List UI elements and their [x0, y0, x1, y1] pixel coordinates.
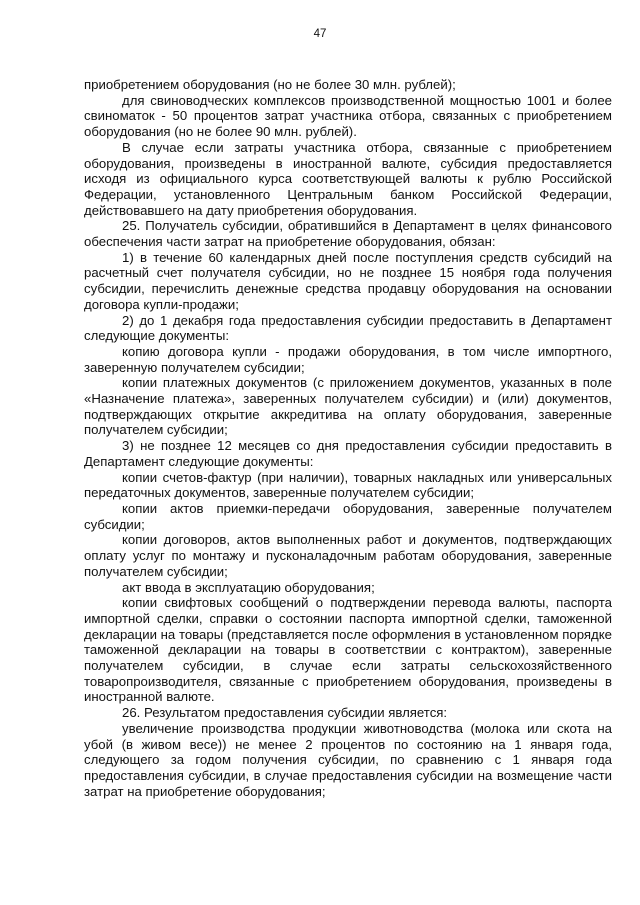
paragraph: копию договора купли - продажи оборудования, в том числе импортного, заверенную получателем субсидии;: [84, 343, 612, 375]
paragraph: 26. Результатом предоставления субсидии является:: [122, 705, 448, 721]
paragraph: 3) не позднее 12 месяцев со дня предоставления субсидии предоставить в Департамент следующие документы:: [84, 438, 612, 469]
paragraph: увеличение производства продукции животноводства (молока или скота на убой (в живом весе)) не менее 2 процентов по состоянию на 1 января года, следующего за годом получения субсидии, по сравнению с 1 января года предоставления субсидии, в случае предоставления субсидии на возмещение части затрат на приобретение оборудования;: [84, 720, 612, 799]
paragraph: В случае если затраты участника отбора, связанные с приобретением оборудования, произведены в иностранной валюте, субсидия предоставляется исходя из официального курса соответствующей валюты к рублю Российской Федерации, установленного Центральным банком Российской Федерации, действовавшего на дату приобретения оборудования.: [84, 139, 612, 218]
paragraph: копии счетов-фактур (при наличии), товарных накладных или универсальных передаточных документов, заверенные получателем субсидии;: [84, 469, 612, 501]
paragraph: копии договоров, актов выполненных работ и документов, подтверждающих оплату услуг по монтажу и пусконаладочным работам оборудования, заверенные получателем субсидии;: [84, 532, 612, 579]
paragraph: 2) до 1 декабря года предоставления субсидии предоставить в Департамент следующие документы:: [84, 312, 612, 344]
document-body: [84, 77, 612, 799]
paragraph: 25. Получатель субсидии, обратившийся в Департамент в целях финансового обеспечения части затрат на приобретение оборудования, обязан:: [84, 218, 612, 250]
paragraph: 1) в течение 60 календарных дней после поступления средств субсидий на расчетный счет получателя субсидии, но не позднее 15 ноября года получения субсидии, перечислить денежные средства продавцу оборудования на основании договора купли-продажи;: [84, 249, 612, 312]
paragraph: копии платежных документов (с приложением документов, указанных в поле «Назначение платежа», заверенных получателем субсидии) и (или) документов, подтверждающих открытие аккредитива на оплату оборудования, заверенные получателем субсидии;: [84, 375, 612, 438]
page-number: 47: [313, 28, 327, 40]
paragraph: для свиноводческих комплексов производственной мощностью 1001 и более свиноматок - 50 процентов затрат участника отбора, связанных с приобретением оборудования (но не более 90 млн. рублей).: [84, 92, 612, 140]
paragraph: копии актов приемки-передачи оборудования, заверенные получателем субсидии;: [84, 500, 612, 532]
paragraph: копии свифтовых сообщений о подтверждении перевода валюты, паспорта импортной сделки, справки о состоянии паспорта импортной сделки, таможенной декларации на товары (представляется после оформления в установленном порядке таможенной декларации на товары в соответствии с контрактом), заверенные получателем субсидии, в случае если затраты сельскохозяйственного товаропроизводителя, связанные с приобретением оборудования, произведены в иностранной валюте.: [84, 595, 612, 705]
paragraph: приобретением оборудования (но не более 30 млн. рублей);: [84, 77, 456, 92]
paragraph: акт ввода в эксплуатацию оборудования;: [122, 579, 375, 595]
